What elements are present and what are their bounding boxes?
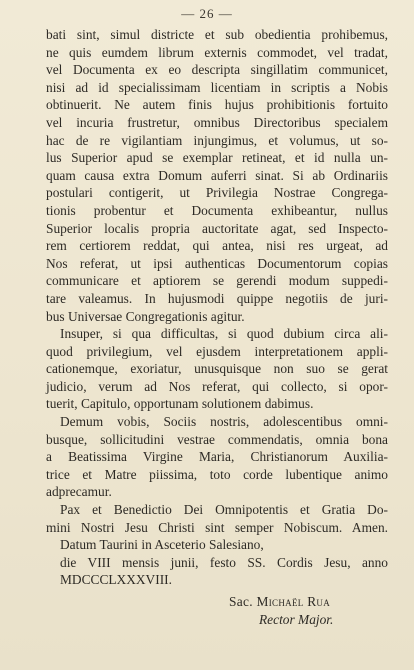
text-line: trice et Matre piissima, toto corde lubentique animo: [46, 466, 388, 482]
text-line: hac de re vigilantiam injungimus, et volumus, ut so-: [46, 132, 388, 148]
text-line: cationemque, exoriatur, unusquisque non suo se gerat: [46, 361, 388, 377]
text-line: adprecamur.: [46, 484, 112, 500]
signature-name: Michaël Rua: [256, 594, 331, 609]
text-line: Superior localis propria auctoritate agat, sed Inspecto-: [46, 220, 388, 236]
signature-name-line: [229, 593, 333, 611]
text-line: Datum Taurini in Asceterio Salesiano,: [60, 537, 264, 552]
text-line: postulari contigerit, ut Privilegia Nostrae Congrega-: [46, 185, 388, 201]
text-line: bati sint, simul districte et sub obedientia prohibemus,: [46, 27, 388, 42]
text-line: Insuper, si qua difficultas, si quod dubium circa ali-: [60, 326, 388, 342]
text-line: rem certiorem reddat, qui antea, nisi res urgeat, ad: [46, 238, 388, 254]
text-line: Nos referat, ut ipsi authenticas Documentorum copias: [46, 255, 388, 271]
text-line: bus Universae Congregationis agitur.: [46, 308, 245, 324]
page-number: — 26 —: [181, 6, 233, 21]
text-line: busque, sollicitudini vestrae commendatis, omnia bona: [46, 431, 388, 447]
text-line: die VIII mensis junii, festo SS. Cordis Jesu, anno: [60, 554, 388, 570]
dating-clause: [60, 536, 388, 589]
text-line: tare valeamus. In hujusmodi quippe negotiis de juri-: [46, 290, 388, 306]
text-line: quod privilegium, vel ejusdem interpretationem appli-: [46, 343, 388, 359]
text-line: communicare et aptiorem se gerendi modum suppedi-: [46, 273, 388, 289]
text-line: lus Superior apud se exemplar retineat, et id nulla un-: [46, 150, 388, 166]
text-line: ne quis eumdem librum externis commodet, vel tradat,: [46, 44, 388, 60]
signature-title: Rector Major.: [259, 612, 334, 627]
text-line: judicio, verum ad Nos referat, qui collecto, si opor-: [46, 378, 388, 394]
text-line: obtinuerit. Ne autem finis hujus prohibitionis fortuito: [46, 97, 388, 113]
text-line: nisi ad id specialissimam licentiam in scriptis a Nobis: [46, 79, 388, 95]
body-text: [46, 26, 388, 536]
text-line: quam causa extra Domum auferri sinat. Si ab Ordinariis: [46, 167, 388, 183]
text-line: Pax et Benedictio Dei Omnipotentis et Gratia Do-: [60, 502, 388, 518]
signature-block: [229, 593, 333, 629]
text-line: vel incuria frustretur, omnibus Directoribus specialem: [46, 114, 388, 130]
text-line: tuerit, Capitulo, opportunam solutionem dabimus.: [46, 396, 314, 412]
signature-prefix: Sac.: [229, 594, 253, 609]
text-line: mini Nostri Jesu Christi sint semper Nobiscum. Amen.: [46, 519, 388, 535]
text-line: tionis probentur et Documenta exhibeantur, nullus: [46, 202, 388, 218]
text-line: vel Documenta ex eo descripta singillatim communicet,: [46, 62, 388, 78]
text-line: MDCCCLXXXVIII.: [60, 572, 172, 588]
text-line: a Beatissima Virgine Maria, Christianorum Auxilia-: [46, 449, 388, 465]
text-line: Demum vobis, Sociis nostris, adolescentibus omni-: [60, 414, 388, 430]
